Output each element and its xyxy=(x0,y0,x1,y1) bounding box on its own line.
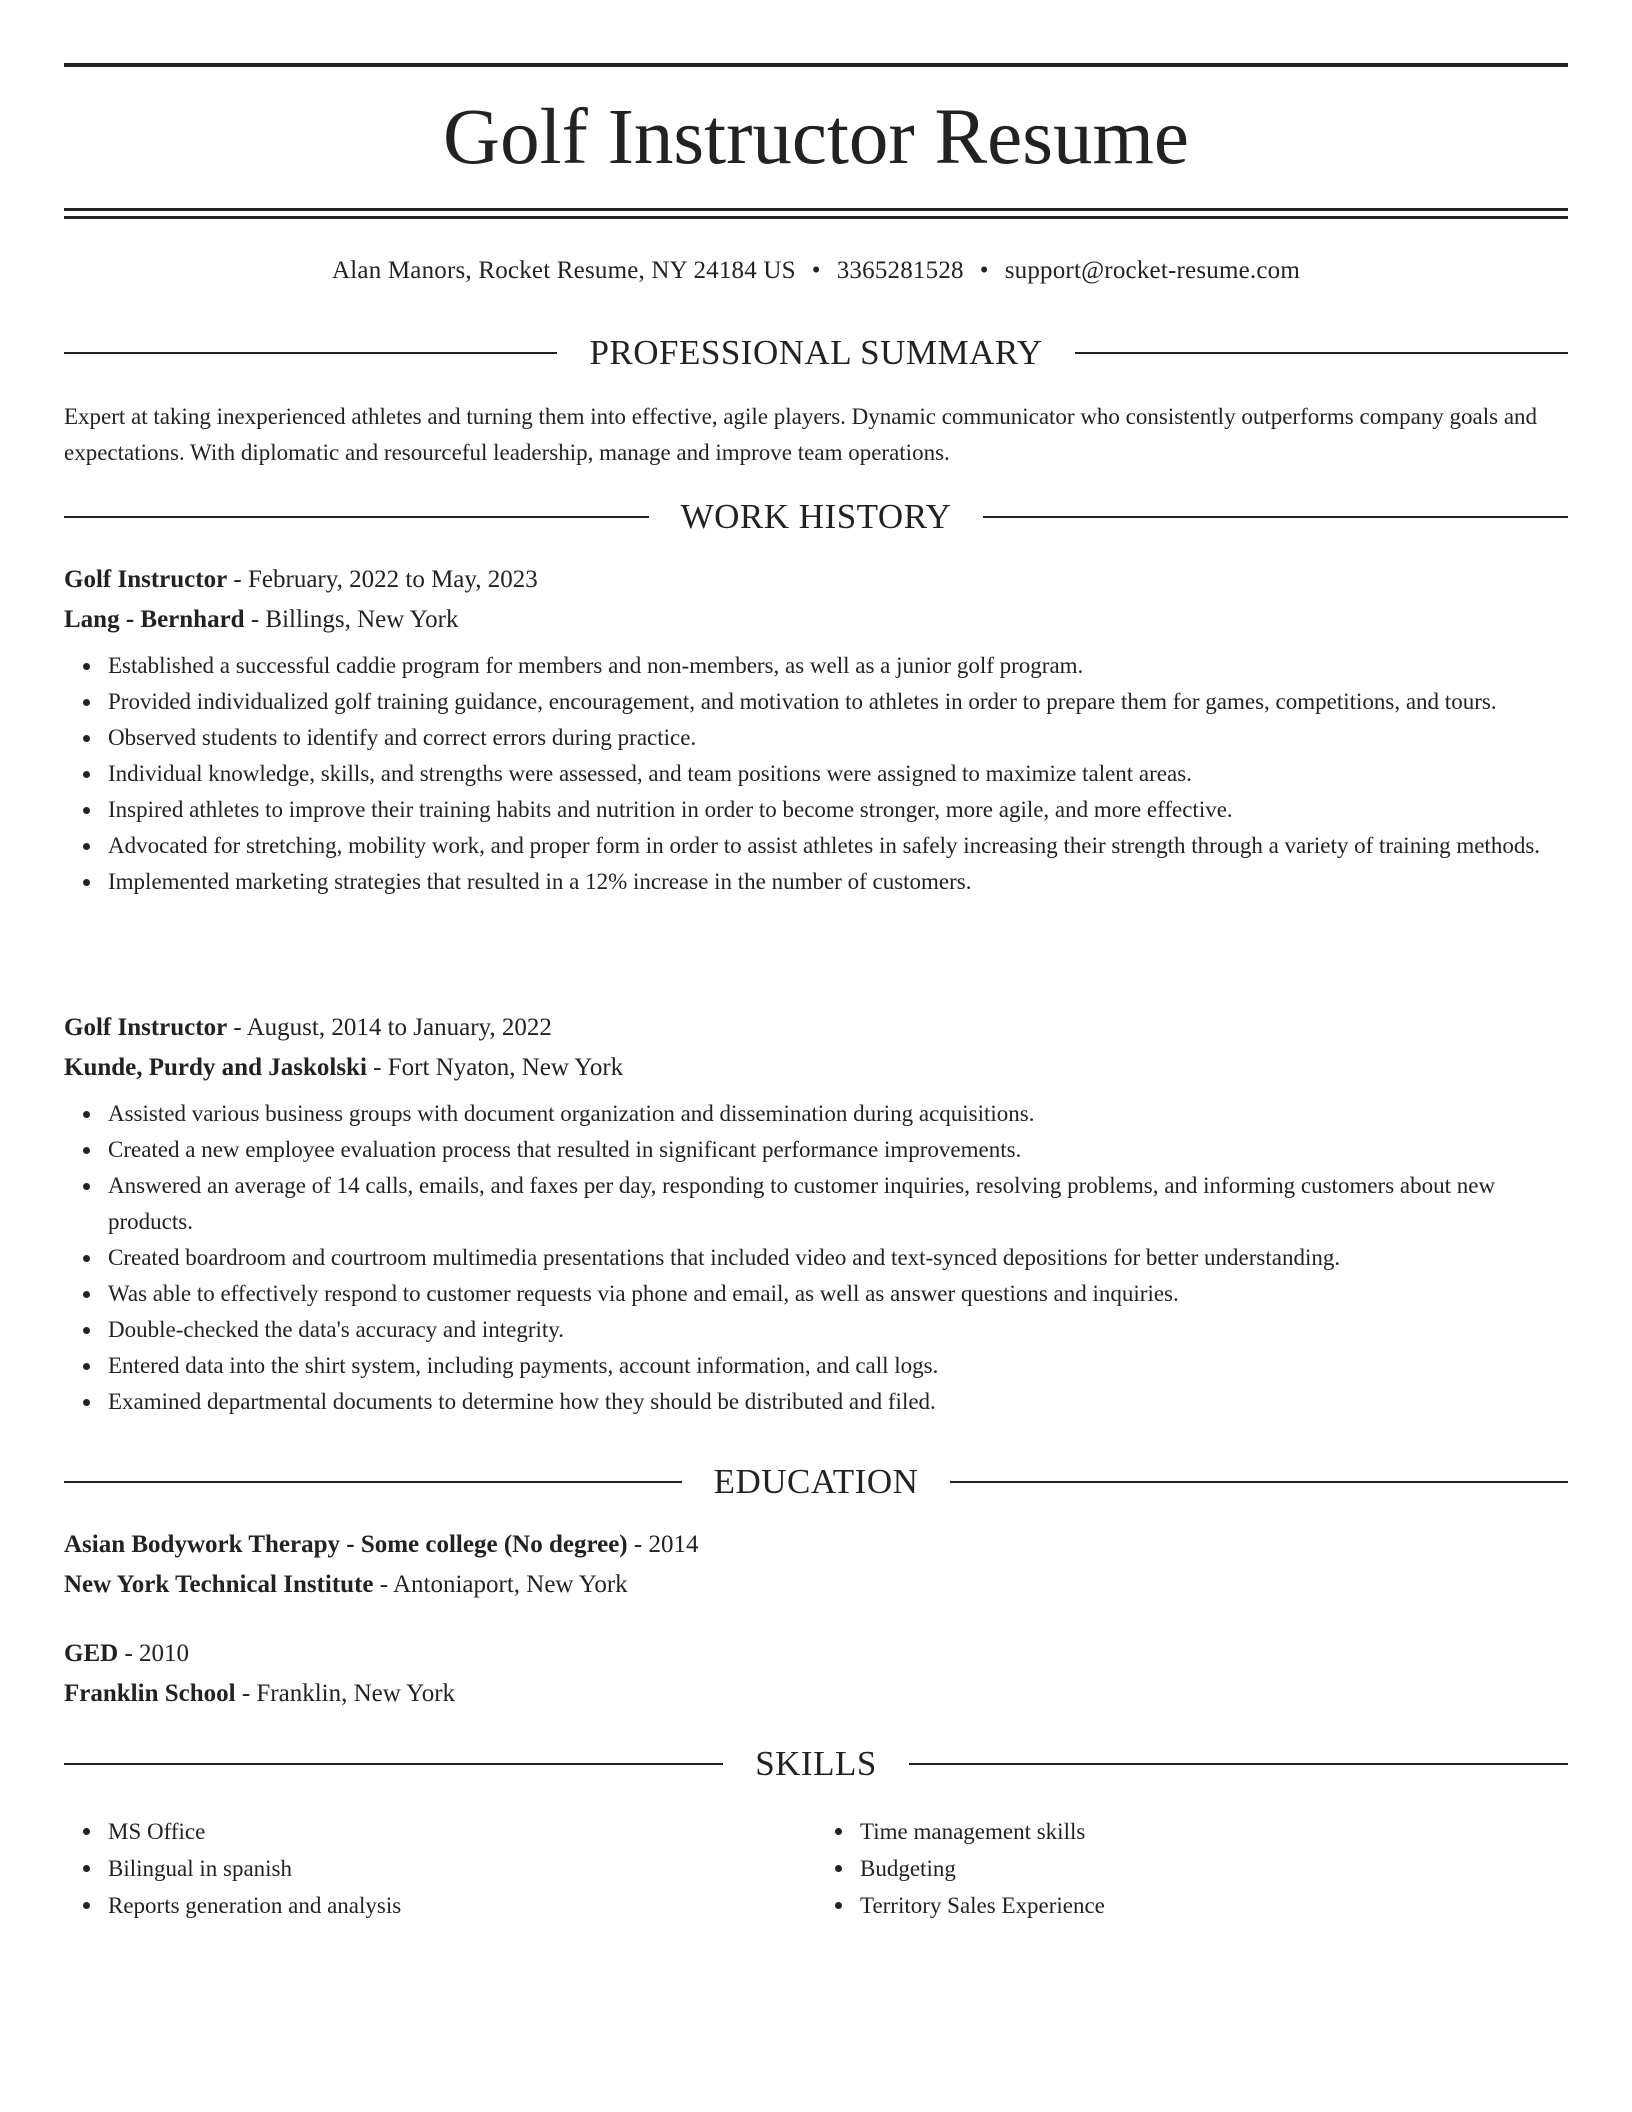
job-bullet: Double-checked the data's accuracy and integrity. xyxy=(108,1312,1568,1348)
education-entry xyxy=(64,1634,1568,1714)
education-school-line xyxy=(64,1674,1568,1714)
contact-separator: • xyxy=(811,257,821,284)
job-title-line xyxy=(64,560,1568,600)
job-bullet: Answered an average of 14 calls, emails, and faxes per day, responding to customer inquiries, resolving problems, and informing customers about new products. xyxy=(108,1168,1568,1240)
job-bullet: Established a successful caddie program for members and non-members, as well as a junior golf program. xyxy=(108,648,1568,684)
education-degree-line xyxy=(64,1525,1568,1565)
education-year: - 2014 xyxy=(627,1531,699,1558)
job-bullet: Entered data into the shirt system, including payments, account information, and call logs. xyxy=(108,1348,1568,1384)
job-company: Lang - Bernhard xyxy=(64,606,245,633)
skill-item: Reports generation and analysis xyxy=(108,1887,816,1924)
contact-separator: • xyxy=(979,257,989,284)
job-title-line xyxy=(64,1008,1568,1048)
job-company: Kunde, Purdy and Jaskolski xyxy=(64,1054,367,1081)
section-heading-summary xyxy=(64,331,1568,375)
education-degree-line xyxy=(64,1634,1568,1674)
contact-address: Alan Manors, Rocket Resume, NY 24184 US xyxy=(332,257,796,284)
skills-list xyxy=(64,1813,1568,1924)
section-title: EDUCATION xyxy=(713,1462,919,1501)
education-year: - 2010 xyxy=(118,1640,190,1667)
education-degree: Asian Bodywork Therapy - Some college (No degree) xyxy=(64,1531,628,1558)
job-company-line xyxy=(64,1048,1568,1088)
job-bullet: Was able to effectively respond to customer requests via phone and email, as well as answer questions and inquiries. xyxy=(108,1276,1568,1312)
heading-rule-left xyxy=(64,1763,723,1765)
job-bullet: Advocated for stretching, mobility work, and proper form in order to assist athletes in safely increasing their strength through a variety of training methods. xyxy=(108,828,1568,864)
section-heading-education xyxy=(64,1460,1568,1504)
job-dates: - February, 2022 to May, 2023 xyxy=(227,566,538,593)
job-bullets xyxy=(64,648,1568,900)
education-degree: GED xyxy=(64,1640,119,1667)
skill-item: Territory Sales Experience xyxy=(860,1887,1568,1924)
job-bullet: Examined departmental documents to determine how they should be distributed and filed. xyxy=(108,1384,1568,1420)
job-entry xyxy=(64,560,1568,900)
job-location: - Billings, New York xyxy=(244,606,459,633)
job-location: - Fort Nyaton, New York xyxy=(366,1054,624,1081)
heading-rule-left xyxy=(64,352,557,354)
education-school-line xyxy=(64,1565,1568,1605)
heading-rule-left xyxy=(64,516,649,518)
education-entry xyxy=(64,1525,1568,1605)
skills-column-right xyxy=(816,1813,1568,1924)
skills-column-left xyxy=(64,1813,816,1924)
job-bullet: Assisted various business groups with document organization and dissemination during acquisitions. xyxy=(108,1096,1568,1132)
skill-item: Time management skills xyxy=(860,1813,1568,1850)
section-title: SKILLS xyxy=(755,1744,877,1783)
section-title: WORK HISTORY xyxy=(680,497,952,536)
job-title: Golf Instructor xyxy=(64,566,228,593)
resume-title: Golf Instructor Resume xyxy=(443,94,1189,181)
title-double-rule-upper xyxy=(64,208,1568,211)
job-bullet: Created boardroom and courtroom multimedia presentations that included video and text-synced depositions for better understanding. xyxy=(108,1240,1568,1276)
job-bullet: Implemented marketing strategies that resulted in a 12% increase in the number of customers. xyxy=(108,864,1568,900)
heading-rule-left xyxy=(64,1481,682,1483)
heading-rule-right xyxy=(1075,352,1568,354)
job-company-line xyxy=(64,600,1568,640)
skill-item: MS Office xyxy=(108,1813,816,1850)
education-location: - Antoniaport, New York xyxy=(373,1571,628,1598)
section-title: PROFESSIONAL SUMMARY xyxy=(589,333,1043,372)
job-bullet: Provided individualized golf training guidance, encouragement, and motivation to athletes in order to prepare them for games, competitions, and tours. xyxy=(108,684,1568,720)
summary-text: Expert at taking inexperienced athletes and turning them into effective, agile players. Dynamic communicator who consistently outperforms company goals and expectations. With diplomatic and resourceful leadership, manage and improve team operations. xyxy=(64,404,1538,465)
job-entry xyxy=(64,1008,1568,1420)
job-title: Golf Instructor xyxy=(64,1014,228,1041)
job-bullet: Created a new employee evaluation process that resulted in significant performance improvements. xyxy=(108,1132,1568,1168)
section-heading-skills xyxy=(64,1742,1568,1786)
job-bullets xyxy=(64,1096,1568,1420)
contact-line xyxy=(64,253,1568,289)
skill-item: Budgeting xyxy=(860,1850,1568,1887)
contact-email: support@rocket-resume.com xyxy=(1004,257,1300,284)
section-heading-work-history xyxy=(64,495,1568,539)
skill-item: Bilingual in spanish xyxy=(108,1850,816,1887)
education-school: New York Technical Institute xyxy=(64,1571,374,1598)
title-double-rule-lower xyxy=(64,216,1568,219)
job-bullet: Observed students to identify and correct errors during practice. xyxy=(108,720,1568,756)
education-location: - Franklin, New York xyxy=(235,1680,456,1707)
contact-phone: 3365281528 xyxy=(836,257,964,284)
heading-rule-right xyxy=(950,1481,1568,1483)
heading-rule-right xyxy=(909,1763,1568,1765)
education-school: Franklin School xyxy=(64,1680,236,1707)
heading-rule-right xyxy=(983,516,1568,518)
job-bullet: Inspired athletes to improve their training habits and nutrition in order to become stronger, more agile, and more effective. xyxy=(108,792,1568,828)
job-dates: - August, 2014 to January, 2022 xyxy=(227,1014,552,1041)
job-bullet: Individual knowledge, skills, and strengths were assessed, and team positions were assigned to maximize talent areas. xyxy=(108,756,1568,792)
top-rule xyxy=(64,63,1568,67)
